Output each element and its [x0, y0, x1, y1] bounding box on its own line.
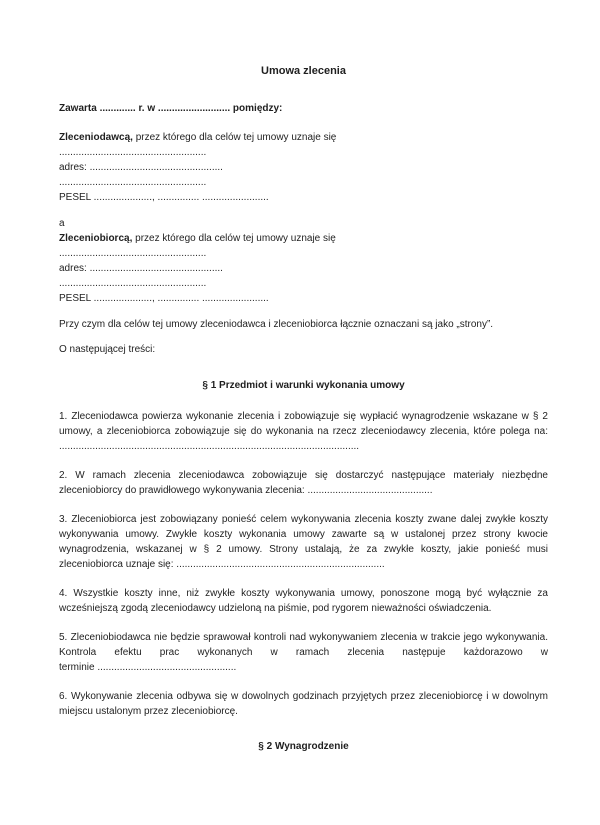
party-client-pesel-line: PESEL ....................., ............... ........................ [59, 192, 269, 203]
section-1-paragraph-4: 4. Wszystkie koszty inne, niż zwykłe koszty wykonywania umowy, ponoszone mogą być wyłącznie za wcześniejszą zgodą zleceniodawcy udzieloną na piśmie, pod rygorem nieważności oświadczenia. [59, 588, 548, 614]
joint-designation-clause: Przy czym dla celów tej umowy zleceniodawca i zleceniobiorca łącznie oznaczani są jako „strony”. [59, 319, 494, 330]
party-separator: a [59, 218, 65, 229]
party-contractor-fill-line-1: ..................................................... [59, 248, 207, 259]
party-contractor-fill-line-2: ..................................................... [59, 278, 207, 289]
document-title: Umowa zlecenia [261, 65, 346, 77]
section-1-paragraph-5: 5. Zleceniobiodawca nie będzie sprawował kontroli nad wykonywaniem zlecenia w trakcie jego wykonywania. Kontrola efektu prac wykonanych w ramach zlecenia następuje każdorazowo w terminie .................................................. [59, 632, 548, 673]
party-client-name-line [59, 130, 548, 145]
section-1-paragraph-1: 1. Zleceniodawca powierza wykonanie zlecenia i zobowiązuje się wypłacić wynagrodzenie wskazane w § 2 umowy, a zleceniobiorca zobowiązuje się do wykonania na rzecz zleceniodawcy zlecenia, które polega na: ............................................................................................................ [59, 411, 548, 452]
preamble-line: O następującej treści: [59, 344, 156, 355]
section-1-heading: § 1 Przedmiot i warunki wykonania umowy [202, 380, 405, 391]
party-contractor-descriptor: przez którego dla celów tej umowy uznaje się [132, 233, 336, 244]
party-contractor-pesel-line: PESEL ....................., ............... ........................ [59, 293, 269, 304]
party-client-fill-line-2: ..................................................... [59, 177, 207, 188]
section-1-paragraph-3: 3. Zleceniobiorca jest zobowiązany ponieść celem wykonywania zlecenia koszty zwane dalej zwykłe koszty wykonywania umowy. Zwykłe koszty wykonania umowy zawarte są w ustalonej przez strony kwocie wynagrodzenia, wskazanej w § 2 umowy. Strony ustalają, że za zwykłe koszty, jakie ponieść musi zleceniobiorca uznaje się: ........................................................................... [59, 514, 548, 570]
party-contractor-name: Zleceniobiorcą, [59, 233, 133, 244]
intro-line: Zawarta ............. r. w .......................... pomiędzy: [59, 103, 283, 114]
section-1-paragraph-2: 2. W ramach zlecenia zleceniodawca zobowiązuje się dostarczyć następujące materiały niezbędne zleceniobiorcy do prawidłowego wykonywania zlecenia: ............................................. [59, 470, 548, 496]
party-contractor-address-line: adres: ................................................ [59, 263, 223, 274]
party-client-fill-line-1: ..................................................... [59, 147, 207, 158]
party-client-name: Zleceniodawcą, [59, 132, 133, 143]
section-1-paragraph-6: 6. Wykonywanie zlecenia odbywa się w dowolnych godzinach przyjętych przez zleceniobiorcę i w dowolnym miejscu ustalonym przez zleceniobiorcę. [59, 691, 548, 717]
party-block-client [59, 130, 548, 205]
party-contractor-name-line [59, 231, 548, 246]
party-client-descriptor: przez którego dla celów tej umowy uznaje się [132, 132, 337, 143]
section-2-heading: § 2 Wynagrodzenie [258, 741, 349, 752]
party-block-contractor [59, 231, 548, 306]
party-client-address-line: adres: ................................................ [59, 162, 223, 173]
